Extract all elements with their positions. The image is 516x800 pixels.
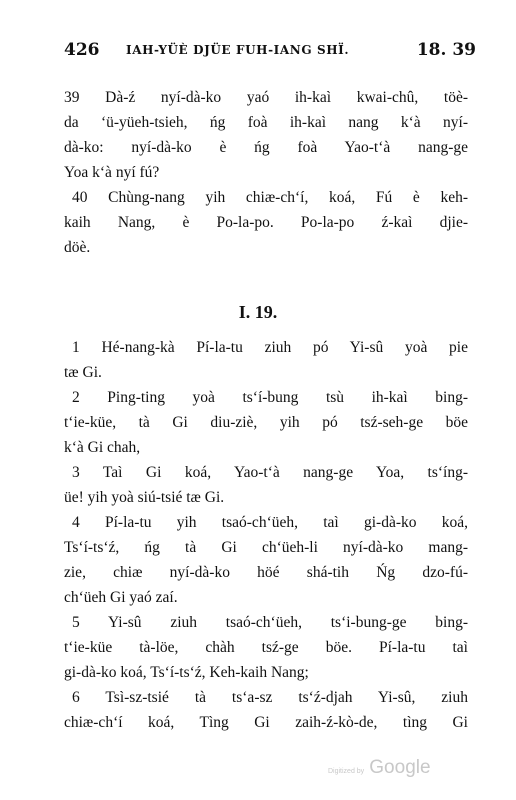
text-line: 3 Taì Gi koá, Yao-t‘à nang-ge Yoa, ts‘íng- <box>72 464 468 481</box>
text-line: kaih Nang, è Po-la-po. Po-la-po ź-kaì djie- <box>64 214 468 231</box>
text-line: gi-dà-ko koá, Ts‘í-ts‘ź, Keh-kaih Nang; <box>64 664 309 681</box>
text-line: üe! yih yoà siú-tsié tæ Gi. <box>64 489 225 506</box>
text-line: da ‘ü-yüeh-tsieh, ńg foà ih-kaì nang k‘à nyí- <box>64 114 468 131</box>
chapter-heading: I. 19. <box>238 302 278 322</box>
text-line: tæ Gi. <box>64 364 102 381</box>
text-line: ch‘üeh Gi yaó zaí. <box>64 589 178 606</box>
text-line: Yoa k‘à nyí fú? <box>64 164 160 181</box>
text-line: 5 Yi-sû ziuh tsaó-ch‘üeh, ts‘i-bung-ge bing- <box>72 614 468 631</box>
text-line: Ts‘í-ts‘ź, ńg tà Gi ch‘üeh-li nyí-dà-ko mang- <box>64 539 468 556</box>
running-title: IAH-YÜÈ DJÜE FUH-IANG SHÏ. <box>126 43 350 57</box>
text-line: t‘ie-küe, tà Gi diu-ziè, yih pó tsź-seh-ge böe <box>64 414 468 431</box>
text-line: döè. <box>64 239 91 256</box>
text-line: 39 Dà-ź nyí-dà-ko yaó ih-kaì kwai-chû, töè- <box>64 89 468 106</box>
text-line: 6 Tsì-sz-tsié tà ts‘a-sz ts‘ź-djah Yi-sû, ziuh <box>72 689 468 706</box>
digitized-watermark <box>328 757 431 779</box>
text-line: t‘ie-küe tà-löe, chàh tsź-ge böe. Pí-la-tu taì <box>64 639 468 656</box>
page-number: 426 <box>64 40 100 60</box>
text-line: zie, chiæ nyí-dà-ko höé shá-tih Ńg dzo-fú- <box>64 564 468 581</box>
text-line: k‘à Gi chah, <box>64 439 141 456</box>
text-line: 1 Hé-nang-kà Pí-la-tu ziuh pó Yi-sû yoà pie <box>72 339 468 356</box>
running-header <box>64 40 476 64</box>
watermark-brand: Google <box>369 757 431 778</box>
text-line: dà-ko: nyí-dà-ko è ńg foà Yao-t‘à nang-ge <box>64 139 468 156</box>
text-line: 2 Ping-ting yoà ts‘í-bung tsù ih-kaì bing- <box>72 389 468 406</box>
text-line: chiæ-ch‘í koá, Tìng Gi zaih-ź-kò-de, tìng Gi <box>64 714 468 731</box>
chapter-verse-reference: 18. 39 <box>416 40 476 60</box>
text-line: 40 Chùng-nang yih chiæ-ch‘í, koá, Fú è keh- <box>72 189 468 206</box>
text-line: 4 Pí-la-tu yih tsaó-ch‘üeh, taì gi-dà-ko koá, <box>72 514 468 531</box>
watermark-prefix: Digitized by <box>328 768 365 775</box>
